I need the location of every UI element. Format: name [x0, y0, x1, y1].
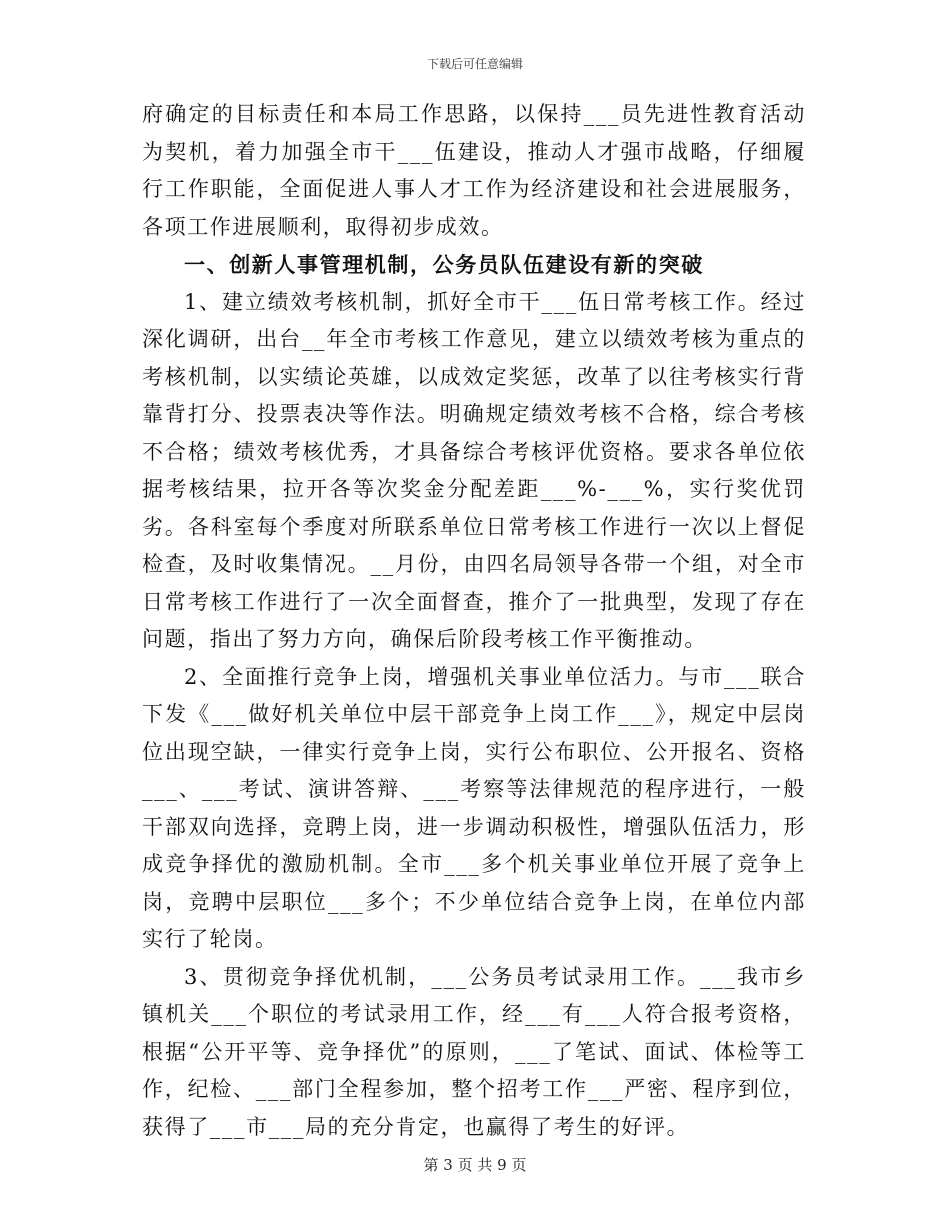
paragraph-intro: 府确定的目标责任和本局工作思路，以保持___员先进性教育活动为契机，着力加强全市干___伍建设，推动人才强市战略，仔细履行工作职能，全面促进人事人才工作为经济建设和社会进展服务，各项工作进展顺利，取得初步成效。: [142, 102, 806, 239]
paragraph-civil-service-exam: 3、贯彻竞争择优机制，___公务员考试录用工作。___我市乡镇机关___个职位的考试录用工作，经___有___人符合报考资格，根据“公开平等、竞争择优”的原则，___了笔试、面试、体检等工作，纪检、___部门全程参加，整个招考工作___严密、程序到位，获得了___市___局的充分肯定，也赢得了考生的好评。: [142, 964, 806, 1139]
paragraph-competitive-posts: 2、全面推行竞争上岗，增强机关事业单位活力。与市___联合下发《___做好机关单位中层干部竞争上岗工作___》，规定中层岗位出现空缺，一律实行竞争上岗，实行公布职位、公开报名、资格___、___考试、演讲答辩、___考察等法律规范的程序进行，一般干部双向选择，竞聘上岗，进一步调动积极性，增强队伍活力，形成竞争择优的激励机制。全市___多个机关事业单位开展了竞争上岗，竞聘中层职位___多个；不少单位结合竞争上岗，在单位内部实行了轮岗。: [142, 664, 806, 951]
document-body: [142, 96, 806, 1146]
page-number: 第 3 页 共 9 页: [423, 1156, 527, 1174]
paragraph-performance-review: 1、建立绩效考核机制，抓好全市干___伍日常考核工作。经过深化调研，出台__年全市考核工作意见，建立以绩效考核为重点的考核机制，以实绩论英雄，以成效定奖惩，改革了以往考核实行背靠背打分、投票表决等作法。明确规定绩效考核不合格，综合考核不合格；绩效考核优秀，才具备综合考核评优资格。要求各单位依据考核结果，拉开各等次奖金分配差距___%-___%，实行奖优罚劣。各科室每个季度对所联系单位日常考核工作进行一次以上督促检查，及时收集情况。__月份，由四名局领导各带一个组，对全市日常考核工作进行了一次全面督查，推介了一批典型，发现了存在问题，指出了努力方向，确保后阶段考核工作平衡推动。: [142, 289, 806, 651]
section-heading: 一、创新人事管理机制，公务员队伍建设有新的突破: [184, 252, 704, 277]
page-header-note: 下载后可任意编辑: [426, 57, 523, 71]
